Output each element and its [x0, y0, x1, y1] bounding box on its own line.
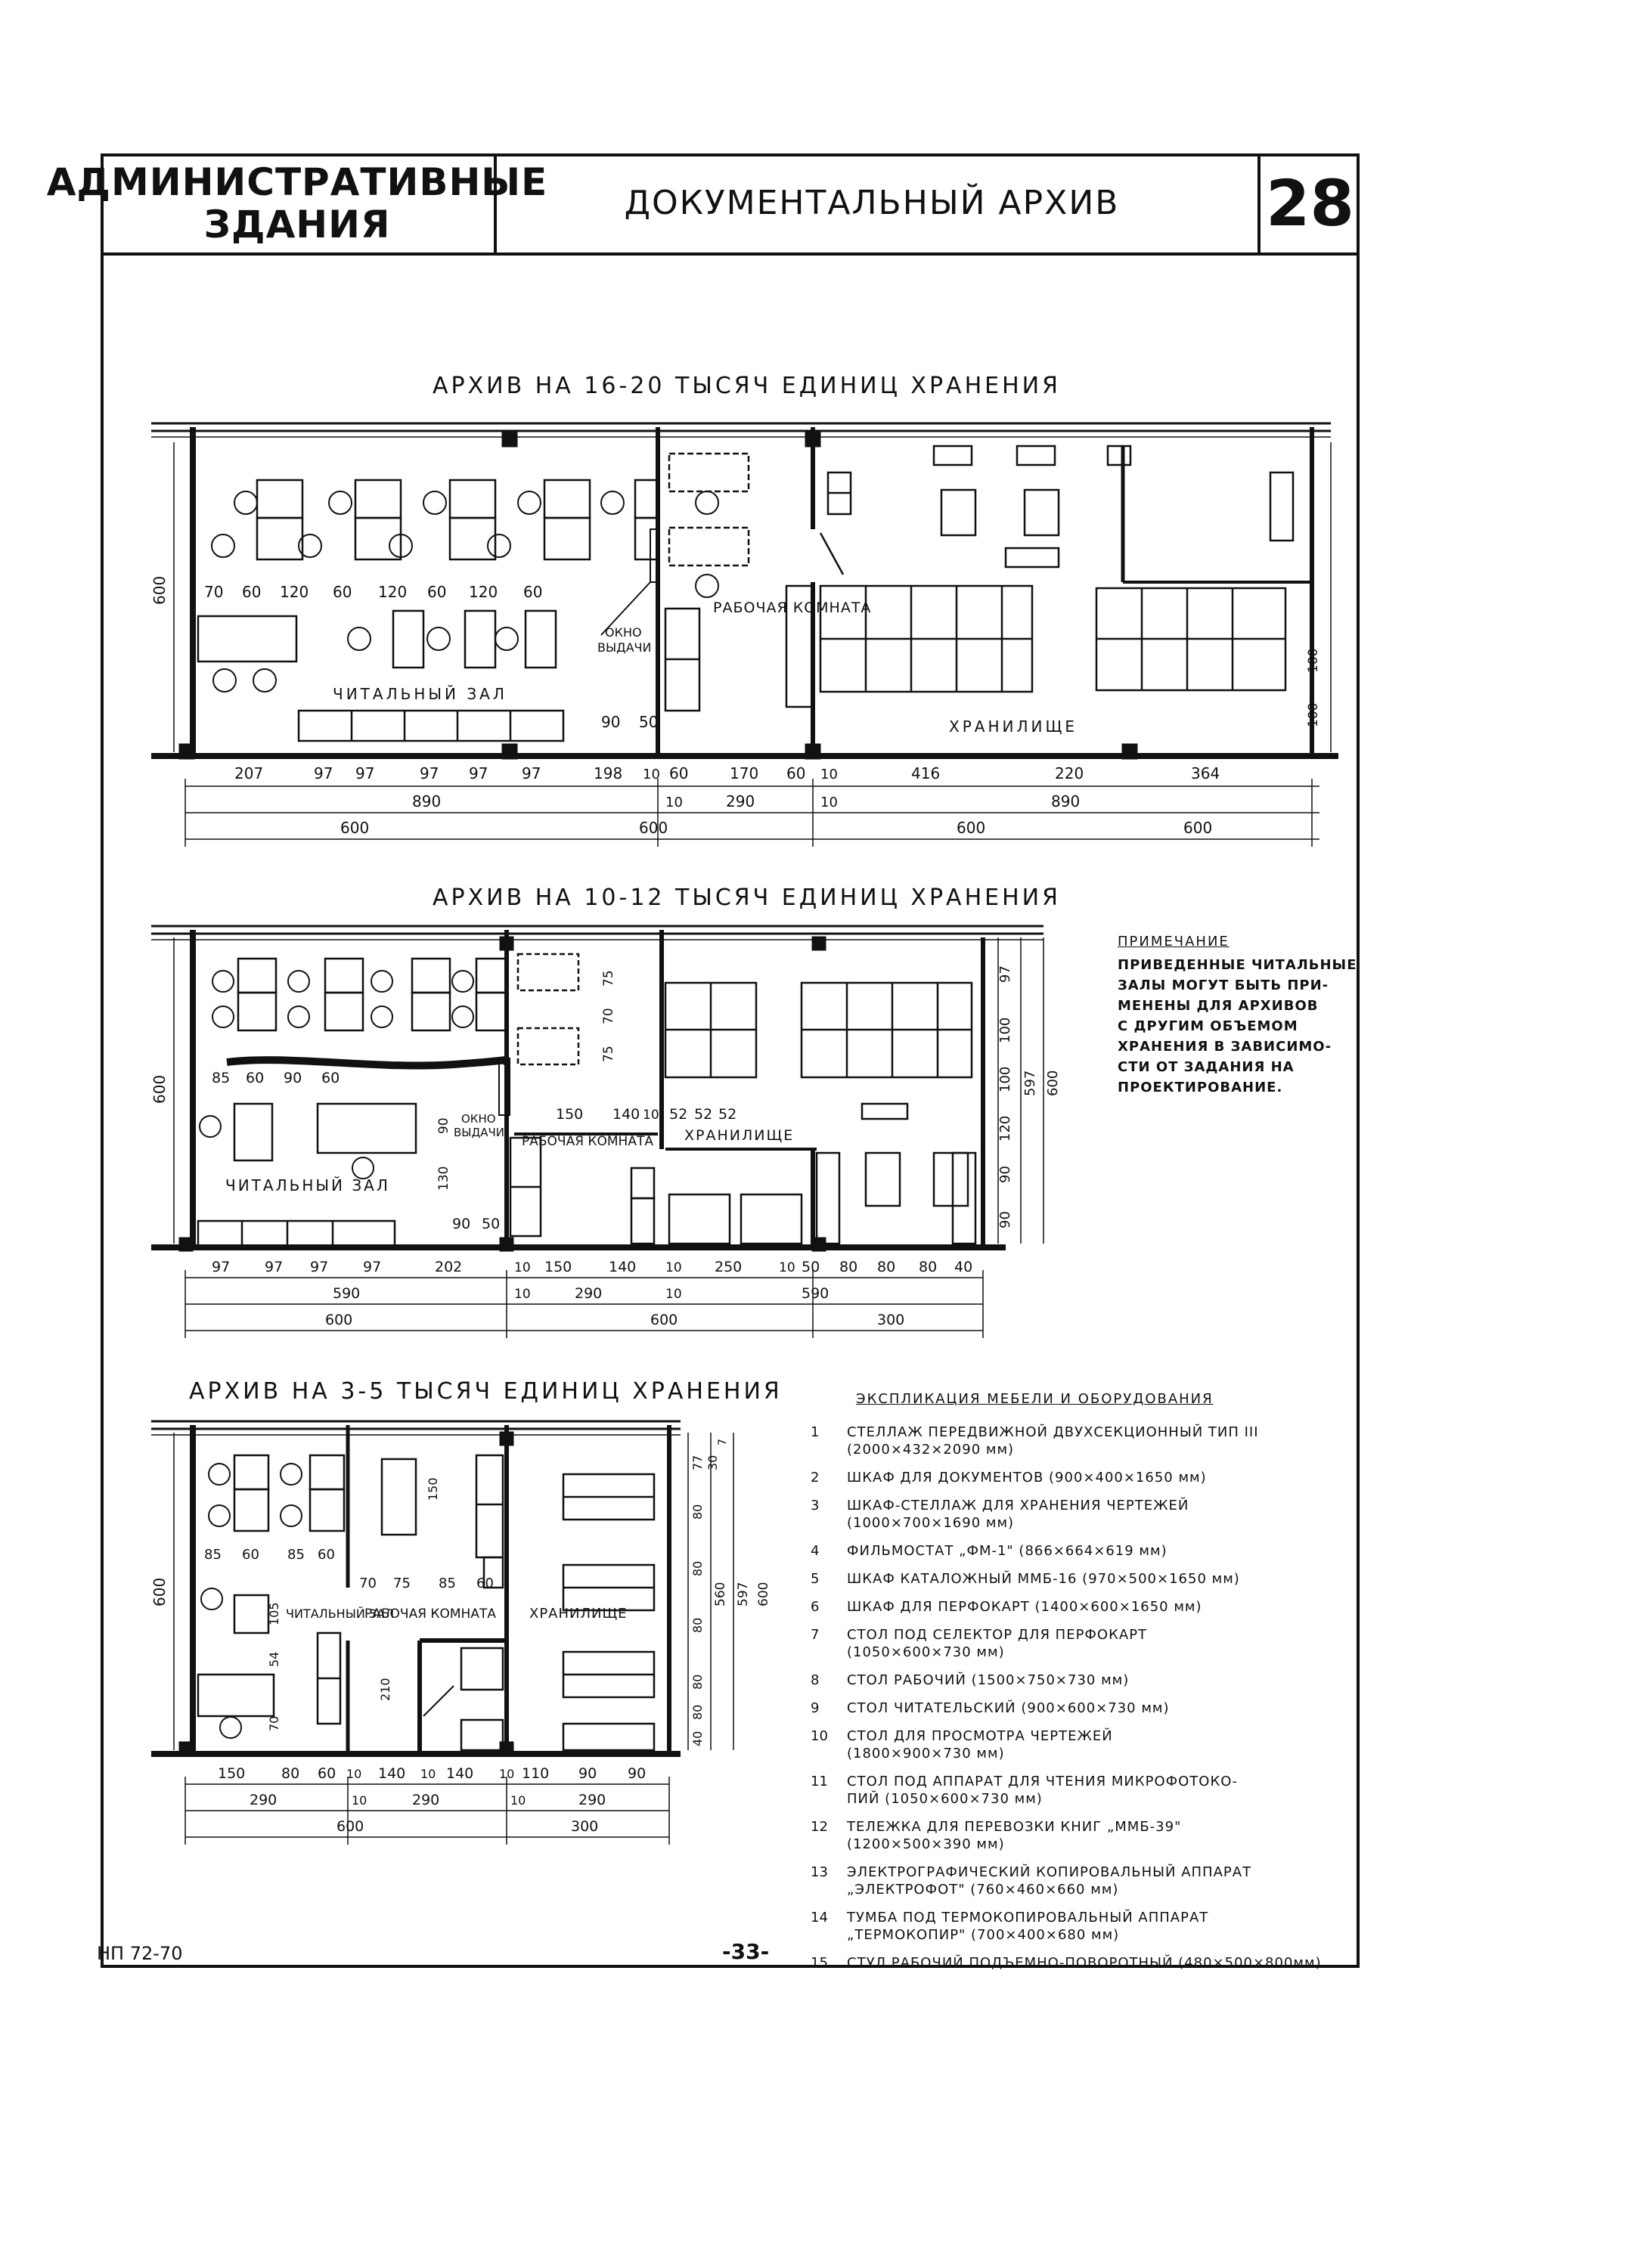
plan-3-side-dim: 80 [690, 1674, 705, 1690]
list-item [811, 1773, 1340, 1808]
plan-1-room-work: РАБОЧАЯ КОМНАТА [713, 600, 872, 616]
note-title: ПРИМЕЧАНИЕ [1118, 934, 1230, 950]
plan-2-dim: 250 [715, 1259, 743, 1275]
plan-2-dim: 80 [877, 1259, 896, 1275]
item-title: СТОЛ ПОД АППАРАТ ДЛЯ ЧТЕНИЯ МИКРОФОТОКО- [847, 1774, 1238, 1789]
plan-2-inner-dim: 60 [246, 1070, 265, 1086]
item-text [847, 1497, 1340, 1532]
plan-2-dim2: 590 [333, 1285, 361, 1302]
plan-3-dim2: 290 [412, 1792, 440, 1808]
plan-2-dim2: 10 [665, 1287, 682, 1302]
plan-1-dim3: 600 [957, 819, 986, 837]
item-number: 8 [811, 1672, 820, 1688]
plan-3-dim: 150 [218, 1765, 246, 1782]
plan-2-room-work: РАБОЧАЯ КОМНАТА [522, 1134, 653, 1149]
item-number: 5 [811, 1571, 820, 1587]
item-size: „ЭЛЕКТРОФОТ" (760×460×660 мм) [847, 1882, 1119, 1898]
plan-3-dim: 90 [578, 1765, 597, 1782]
plan-2-inner-dim: 90 [284, 1070, 302, 1086]
plan-2-inner-dim: 75 [601, 970, 616, 987]
plan-2-dim: 97 [363, 1259, 382, 1275]
list-item [811, 1727, 1340, 1762]
item-text [847, 1818, 1340, 1853]
note-line: ПРИВЕДЕННЫЕ ЧИТАЛЬНЫЕ [1118, 957, 1357, 973]
list-item [811, 1424, 1340, 1458]
plan-3-dim: 10 [420, 1767, 436, 1781]
plan-2-inner-dim: 140 [612, 1106, 640, 1123]
plan-3-room-work: РАБОЧАЯ КОМНАТА [364, 1606, 496, 1622]
plan-2-inner-dim: 90 [436, 1117, 451, 1134]
plan-2-side-dim: 90 [997, 1166, 1013, 1183]
plan-2-inner-dim: 90 [452, 1216, 471, 1232]
item-number: 12 [811, 1819, 828, 1835]
page-number: -33- [722, 1939, 770, 1964]
plan-1-dim: 60 [786, 764, 806, 782]
plan-3-side-dim: 80 [690, 1504, 705, 1520]
item-size: ПИЙ (1050×600×730 мм) [847, 1791, 1043, 1807]
item-title: ШКАФ ДЛЯ ПЕРФОКАРТ (1400×600×1650 мм) [847, 1599, 1202, 1615]
plan-2-dim: 40 [954, 1259, 973, 1275]
explication-list [811, 1391, 1340, 1982]
list-item [811, 1598, 1340, 1616]
note-line: ХРАНЕНИЯ В ЗАВИСИМО- [1118, 1039, 1332, 1055]
plan-2-dim: 10 [514, 1260, 531, 1275]
plan-2-inner-dim: 52 [669, 1106, 688, 1123]
plan-2-dim: 80 [919, 1259, 938, 1275]
section-line-1: АДМИНИСТРАТИВНЫЕ [46, 160, 548, 204]
plan-1-side-dim: 600 [150, 575, 169, 605]
plan-1-inner-dim: 50 [639, 713, 659, 731]
list-item [811, 1497, 1340, 1532]
list-item [811, 1954, 1340, 1972]
plan-1-dim3: 600 [340, 819, 370, 837]
note-line: СТИ ОТ ЗАДАНИЯ НА [1118, 1059, 1295, 1075]
plan-3-inner-dim: 105 [267, 1602, 281, 1625]
item-number: 15 [811, 1955, 828, 1971]
plan-2-side-dim: 90 [997, 1211, 1013, 1228]
plan-1-dim2: 890 [1051, 792, 1081, 810]
plan-3-inner-dim: 60 [242, 1547, 259, 1563]
plan-3-inner-dim: 60 [318, 1547, 335, 1563]
plan-2-inner-dim: 10 [643, 1108, 659, 1123]
item-title: СТОЛ ЧИТАТЕЛЬСКИЙ (900×600×730 мм) [847, 1700, 1170, 1716]
plan-3-title: АРХИВ НА 3-5 ТЫСЯЧ ЕДИНИЦ ХРАНЕНИЯ [189, 1378, 783, 1405]
plan-3-dim: 10 [346, 1767, 362, 1781]
plan-1-inner-dim: 60 [333, 583, 352, 601]
plan-2-dim3: 600 [650, 1312, 678, 1328]
item-size: (1050×600×730 мм) [847, 1644, 1005, 1660]
plan-1-dim: 364 [1191, 764, 1220, 782]
item-number: 10 [811, 1728, 828, 1744]
plan-2-window-2: ВЫДАЧИ [454, 1126, 505, 1139]
item-title: ТЕЛЕЖКА ДЛЯ ПЕРЕВОЗКИ КНИГ „ММБ-39" [847, 1819, 1182, 1835]
item-text [847, 1424, 1340, 1458]
plan-3-inner-dim: 85 [439, 1576, 456, 1591]
item-text [847, 1909, 1340, 1944]
item-text [847, 1727, 1340, 1762]
plan-2-dim: 202 [435, 1259, 463, 1275]
item-number: 7 [811, 1627, 820, 1643]
plan-2-inner-dim: 130 [436, 1166, 451, 1191]
plan-1-dim3: 600 [1183, 819, 1213, 837]
plan-3-dim3: 300 [571, 1818, 599, 1835]
list-item [811, 1818, 1340, 1853]
plan-2-room-storage: ХРАНИЛИЩЕ [684, 1127, 795, 1144]
plan-1-dim: 10 [643, 767, 660, 782]
plan-1-dim: 97 [314, 764, 333, 782]
note-line: МЕНЕНЫ ДЛЯ АРХИВОВ [1118, 998, 1319, 1014]
plan-2-dim: 10 [665, 1260, 682, 1275]
plan-3-side-dim: 77 [690, 1455, 705, 1470]
plan-1-dim: 97 [355, 764, 375, 782]
plan-2-inner-dim: 85 [212, 1070, 231, 1086]
plan-1-dim: 416 [911, 764, 941, 782]
plan-1-window-2: ВЫДАЧИ [597, 640, 652, 655]
item-title: СТЕЛЛАЖ ПЕРЕДВИЖНОЙ ДВУХСЕКЦИОННЫЙ ТИП III [847, 1424, 1259, 1440]
plan-2-side-dim: 100 [997, 1066, 1013, 1092]
plan-3-dim2: 290 [578, 1792, 606, 1808]
plan-2-dim: 97 [310, 1259, 329, 1275]
plan-3-dim2: 10 [510, 1793, 526, 1808]
plan-2-dim2: 10 [514, 1287, 531, 1302]
item-number: 14 [811, 1910, 828, 1926]
plan-3-room-reading: ЧИТАЛЬНЫЙ ЗАЛ [286, 1606, 395, 1621]
list-item [811, 1864, 1340, 1898]
item-number: 4 [811, 1543, 820, 1559]
plan-1-inner-dim: 120 [280, 583, 309, 601]
plan-2-room-reading: ЧИТАЛЬНЫЙ ЗАЛ [225, 1176, 390, 1194]
plan-1-dim2: 10 [665, 795, 683, 810]
plan-2-window-1: ОКНО [461, 1112, 496, 1126]
plan-3-dim: 80 [281, 1765, 300, 1782]
plan-3-inner-dim: 70 [267, 1715, 281, 1731]
plan-1-room-reading: ЧИТАЛЬНЫЙ ЗАЛ [333, 685, 507, 703]
plan-2-dim2: 590 [802, 1285, 830, 1302]
plan-1-dim: 97 [420, 764, 439, 782]
plan-2-inner-dim: 60 [321, 1070, 340, 1086]
plan-3-side-dim: 80 [690, 1560, 705, 1576]
plan-3-dim: 140 [378, 1765, 406, 1782]
plan-3-dim: 10 [499, 1767, 515, 1781]
plan-3-side-dim: 80 [690, 1617, 705, 1633]
plan-1-dim: 97 [469, 764, 488, 782]
item-text [847, 1626, 1340, 1661]
plan-3-room-storage: ХРАНИЛИЩЕ [529, 1606, 628, 1622]
sheet-title: ДОКУМЕНТАЛЬНЫЙ АРХИВ [624, 184, 1120, 222]
item-text [847, 1864, 1340, 1898]
item-title: СТОЛ ДЛЯ ПРОСМОТРА ЧЕРТЕЖЕЙ [847, 1728, 1113, 1744]
plan-3-dim: 90 [628, 1765, 647, 1782]
plan-2-dim: 97 [265, 1259, 284, 1275]
plan-2-side-dim: 600 [1045, 1070, 1061, 1096]
plan-1-window-1: ОКНО [605, 625, 642, 640]
item-size: „ТЕРМОКОПИР" (700×400×680 мм) [847, 1927, 1120, 1943]
note-line: ПРОЕКТИРОВАНИЕ. [1118, 1080, 1283, 1095]
item-title: ШКАФ КАТАЛОЖНЫЙ ММБ-16 (970×500×1650 мм) [847, 1571, 1240, 1587]
item-number: 2 [811, 1470, 820, 1486]
plan-3-inner-dim: 70 [359, 1576, 377, 1591]
plan-2-side-dim: 600 [150, 1074, 169, 1104]
note-line: С ДРУГИМ ОБЪЕМОМ [1118, 1018, 1298, 1034]
plan-1 [151, 423, 1338, 847]
plan-3-inner-dim: 60 [476, 1576, 494, 1591]
plan-2-dim2: 290 [575, 1285, 603, 1302]
item-title: ШКАФ ДЛЯ ДОКУМЕНТОВ (900×400×1650 мм) [847, 1470, 1207, 1486]
plan-2 [151, 926, 1043, 1338]
plan-3-side-dim: 600 [150, 1577, 169, 1606]
plan-3-inner-dim: 85 [204, 1547, 222, 1563]
item-title: ЭЛЕКТРОГРАФИЧЕСКИЙ КОПИРОВАЛЬНЫЙ АППАРАТ [847, 1864, 1252, 1880]
plan-2-dim3: 600 [325, 1312, 353, 1328]
plan-1-inner-dim: 120 [469, 583, 498, 601]
plan-1-side-dim-2: 100 [1306, 648, 1321, 673]
plan-1-inner-dim: 120 [378, 583, 408, 601]
item-title: СТУЛ РАБОЧИЙ ПОДЪЕМНО-ПОВОРОТНЫЙ (480×500×800мм) [847, 1955, 1322, 1971]
plan-3-side-dim: 40 [690, 1730, 705, 1746]
plan-2-title: АРХИВ НА 10-12 ТЫСЯЧ ЕДИНИЦ ХРАНЕНИЯ [433, 885, 1061, 911]
plan-2-inner-dim: 52 [694, 1106, 713, 1123]
plan-3-dim2: 10 [352, 1793, 367, 1808]
plan-3-inner-dim: 54 [267, 1651, 281, 1667]
plan-1-side-dim-3: 100 [1306, 702, 1321, 727]
list-item [811, 1672, 1340, 1689]
plan-2-dim: 150 [544, 1259, 572, 1275]
plan-3-inner-dim: 85 [287, 1547, 305, 1563]
plan-3-side-dim: 80 [690, 1704, 705, 1720]
plan-1-room-storage: ХРАНИЛИЩЕ [949, 717, 1078, 736]
item-number: 11 [811, 1774, 828, 1789]
plan-1-inner-dim: 90 [601, 713, 621, 731]
plan-3-side-dim: 600 [756, 1582, 771, 1606]
plan-1-dim: 97 [522, 764, 541, 782]
plan-2-side-dim: 97 [997, 965, 1013, 983]
item-number: 13 [811, 1864, 828, 1880]
note-line: ЗАЛЫ МОГУТ БЫТЬ ПРИ- [1118, 978, 1329, 993]
list-item [811, 1699, 1340, 1717]
plan-2-dim3: 300 [877, 1312, 905, 1328]
plan-3-dim: 60 [318, 1765, 336, 1782]
plan-3-dim2: 290 [250, 1792, 278, 1808]
plan-2-side-dim: 120 [997, 1115, 1013, 1142]
list-item [811, 1626, 1340, 1661]
plan-2-inner-dim: 50 [482, 1216, 501, 1232]
plan-3-dim: 140 [446, 1765, 474, 1782]
plan-1-dim3: 600 [639, 819, 668, 837]
item-title: ШКАФ-СТЕЛЛАЖ ДЛЯ ХРАНЕНИЯ ЧЕРТЕЖЕЙ [847, 1498, 1189, 1514]
plan-2-inner-dim: 70 [601, 1008, 616, 1024]
item-size: (1800×900×730 мм) [847, 1746, 1005, 1761]
list-item [811, 1542, 1340, 1560]
plan-1-dim: 10 [820, 767, 838, 782]
plan-2-dim: 10 [779, 1260, 795, 1275]
list-item [811, 1469, 1340, 1486]
item-title: ТУМБА ПОД ТЕРМОКОПИРОВАЛЬНЫЙ АППАРАТ [847, 1910, 1209, 1926]
item-number: 3 [811, 1498, 820, 1514]
item-number: 9 [811, 1700, 820, 1716]
plan-2-inner-dim: 52 [718, 1106, 737, 1123]
plan-1-inner-dim: 60 [242, 583, 262, 601]
plan-3-side-dim: 597 [736, 1582, 751, 1606]
plan-3-side-dim: 30 [705, 1455, 720, 1470]
plan-3-side-dim: 7 [717, 1439, 729, 1445]
item-text [847, 1773, 1340, 1808]
plan-3-dim: 110 [522, 1765, 550, 1782]
item-title: ФИЛЬМОСТАТ „ФМ-1" (866×664×619 мм) [847, 1543, 1168, 1559]
note-block [1118, 931, 1360, 1098]
plan-2-inner-dim: 75 [601, 1046, 616, 1062]
plan-2-side-dim: 100 [997, 1017, 1013, 1043]
plan-1-dim: 170 [730, 764, 759, 782]
item-size: (2000×432×2090 мм) [847, 1442, 1015, 1458]
plan-2-inner-dim: 150 [556, 1106, 584, 1123]
item-title: СТОЛ ПОД СЕЛЕКТОР ДЛЯ ПЕРФОКАРТ [847, 1627, 1148, 1643]
plan-3-inner-dim: 210 [378, 1678, 392, 1701]
plan-1-dim: 207 [234, 764, 264, 782]
plan-3-dim3: 600 [336, 1818, 364, 1835]
plan-1-dim2: 290 [726, 792, 755, 810]
item-title: СТОЛ РАБОЧИЙ (1500×750×730 мм) [847, 1672, 1130, 1688]
item-number: 1 [811, 1424, 820, 1440]
plan-1-inner-dim: 60 [427, 583, 447, 601]
explication-title: ЭКСПЛИКАЦИЯ МЕБЕЛИ И ОБОРУДОВАНИЯ [856, 1391, 1214, 1407]
list-item [811, 1909, 1340, 1944]
plan-3-inner-dim: 75 [393, 1576, 411, 1591]
plan-2-dim: 50 [802, 1259, 820, 1275]
plan-2-dim: 97 [212, 1259, 231, 1275]
item-size: (1200×500×390 мм) [847, 1836, 1005, 1852]
plan-1-title: АРХИВ НА 16-20 ТЫСЯЧ ЕДИНИЦ ХРАНЕНИЯ [433, 373, 1061, 399]
sheet-number: 28 [1257, 153, 1360, 253]
plan-1-dim: 220 [1055, 764, 1084, 782]
list-item [811, 1570, 1340, 1588]
plan-2-dim: 140 [609, 1259, 637, 1275]
plan-1-inner-dim: 60 [523, 583, 543, 601]
item-size: (1000×700×1690 мм) [847, 1515, 1015, 1531]
plan-1-dim2: 10 [820, 795, 838, 810]
plan-2-dim: 80 [839, 1259, 858, 1275]
plan-1-inner-dim: 70 [204, 583, 224, 601]
document-code: НП 72-70 [97, 1943, 183, 1964]
plan-3-side-dim: 560 [713, 1582, 728, 1606]
plan-1-dim2: 890 [412, 792, 442, 810]
plan-1-dim: 60 [669, 764, 689, 782]
plan-2-side-dim: 597 [1022, 1070, 1038, 1096]
plan-3-inner-dim: 150 [426, 1477, 440, 1501]
section-line-2: ЗДАНИЯ [203, 202, 391, 246]
plan-1-dim: 198 [594, 764, 623, 782]
item-number: 6 [811, 1599, 820, 1615]
